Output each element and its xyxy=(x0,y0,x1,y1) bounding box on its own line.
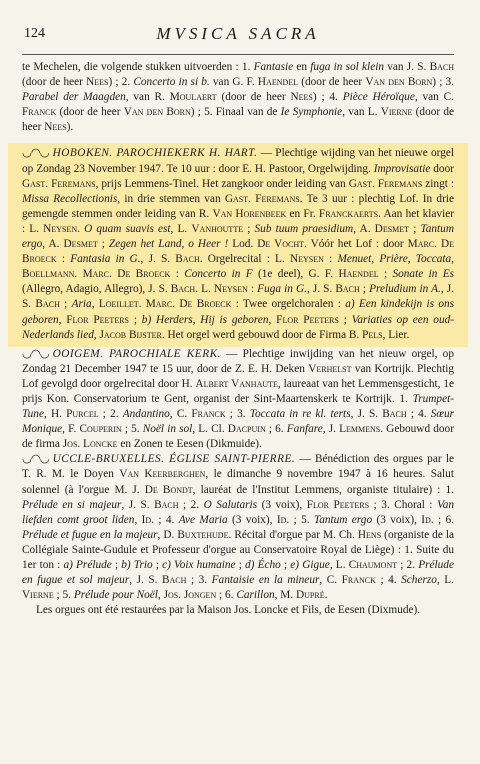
ornament-icon: ◡◠◡ xyxy=(22,347,49,360)
intro-paragraph: te Mechelen, die volgende stukken uitvoerden : 1. Fantasie en fuga in sol klein van J. S. Bach (door de heer Nees) ; 2. Concerto in si b. van G. F. Haendel (door de heer Van den Born) ; 3. Parabel der Maagden, van R. Moulaert (door de heer Nees) ; 4. Pièce Héroïque, van C. Franck (door de heer Van den Born) ; 5. Finaal van de Ie Symphonie, van L. Vierne (door de heer Nees). xyxy=(22,61,455,134)
entry-title: HOBOKEN. PAROCHIEKERK H. HART. xyxy=(52,147,258,160)
ornament-icon: ◡◠◡ xyxy=(22,453,49,466)
ornament-icon: ◡◠◡ xyxy=(22,147,49,160)
entry-title: OOIGEM. PAROCHIALE KERK. xyxy=(52,347,221,360)
body-text xyxy=(22,60,454,618)
uccle-entry: ◡◠◡ UCCLE-BRUXELLES. ÉGLISE SAINT-PIERRE. — Bénédiction des orgues par le T. R. M. le Doyen Van Keerberghen, le dimanche 9 novembre 1947 à 16 heures. Salut solennel (à l'orgue M. J. De Bondt, lauréat de l'Institut Lemmens, organiste titulaire) : 1. Prélude en si majeur, J. S. Bach ; 2. O Salutaris (3 voix), Flor Peeters ; 3. Choral : Van liefden comt groot liden, Id. ; 4. Ave Maria (3 voix), Id. ; 5. Tantum ergo (3 voix), Id. ; 6. Prélude et fugue en la majeur, D. Buxtehude. Récital d'orgue par M. Ch. Hens (organiste de la Collégiale Sainte-Gudule et Professeur d'orgue au Conservatoire Royal de Liège) : 1. Suite du 1er ton : a) Prélude ; b) Trio ; c) Voix humaine ; d) Écho ; e) Gigue, L. Chaumont ; 2. Prélude en fugue et sol majeur, J. S. Bach ; 3. Fantaisie en la mineur, C. Franck ; 4. Scherzo, L. Vierne ; 5. Prélude pour Noël, Jos. Jongen ; 6. Carillon, M. Dupré. xyxy=(22,453,455,602)
running-title: MVSICA SACRA xyxy=(156,24,320,43)
closing-paragraph: Les orgues ont été restaurées par la Maison Jos. Loncke et Fils, de Eesen (Dixmude). xyxy=(36,604,421,617)
document-page xyxy=(0,14,480,764)
page-header xyxy=(22,14,454,55)
page-number: 124 xyxy=(24,26,45,41)
highlighted-entry xyxy=(8,143,468,346)
entry-title: UCCLE-BRUXELLES. ÉGLISE SAINT-PIERRE. xyxy=(52,453,296,466)
hoboken-entry: ◡◠◡ HOBOKEN. PAROCHIEKERK H. HART. — Plechtige wijding van het nieuwe orgel op Zondag 23 November 1947. Te 10 uur : door E. H. Pastoor, Orgelwijding. Improvisatie door Gast. Feremans, prijs Lemmens-Tinel. Het zangkoor onder leiding van Gast. Feremans zingt : Missa Recollectionis, in drie stemmen van Gast. Feremans. Te 3 uur : plechtig Lof. In drie gemengde stemmen onder leiding van R. Van Horenbeek en Fr. Franckaerts. Aan het klavier : L. Neysen. O quam suavis est, L. Vanhoutte ; Sub tuum praesidium, A. Desmet ; Tantum ergo, A. Desmet ; Zegen het Land, o Heer ! Lod. De Vocht. Vóór het Lof : door Marc. De Broeck : Fantasia in G., J. S. Bach. Orgelrecital : L. Neysen : Menuet, Prière, Toccata, Boellmann. Marc. De Broeck : Concerto in F (1e deel), G. F. Haendel ; Sonate in Es (Allegro, Adagio, Allegro), J. S. Bach. L. Neysen : Fuga in G., J. S. Bach ; Preludium in A., J. S. Bach ; Aria, Loeillet. Marc. De Broeck : Twee orgelchoralen : a) Een kindekijn is ons geboren, Flor Peeters ; b) Herders, Hij is geboren, Flor Peeters ; Variaties op een oud-Nederlands lied, Jacob Bijster. Het orgel werd gebouwd door de Firma B. Pels, Lier. xyxy=(22,147,455,341)
ooigem-entry: ◡◠◡ OOIGEM. PAROCHIALE KERK. — Plechtige inwijding van het nieuw orgel, op Zondag 21 December 1947 te 15 uur, door de Z. E. H. Deken Verhelst van Kortrijk. Plechtig Lof gevolgd door orgelrecital door H. Albert Vanhaute, laureaat van het Lemmensgesticht, 1e prijs Kon. Conservatorium te Gent, organist der Sint-Maartenskerk te Kortrijk. 1. Trumpet-Tune, H. Purcel ; 2. Andantino, C. Franck ; 3. Toccata in re kl. terts, J. S. Bach ; 4. Sœur Monique, F. Couperin ; 5. Noël in sol, L. Cl. Dacpuin ; 6. Fanfare, J. Lemmens. Gebouwd door de firma Jos. Loncke en Zonen te Eesen (Dikmuide). xyxy=(22,347,455,451)
